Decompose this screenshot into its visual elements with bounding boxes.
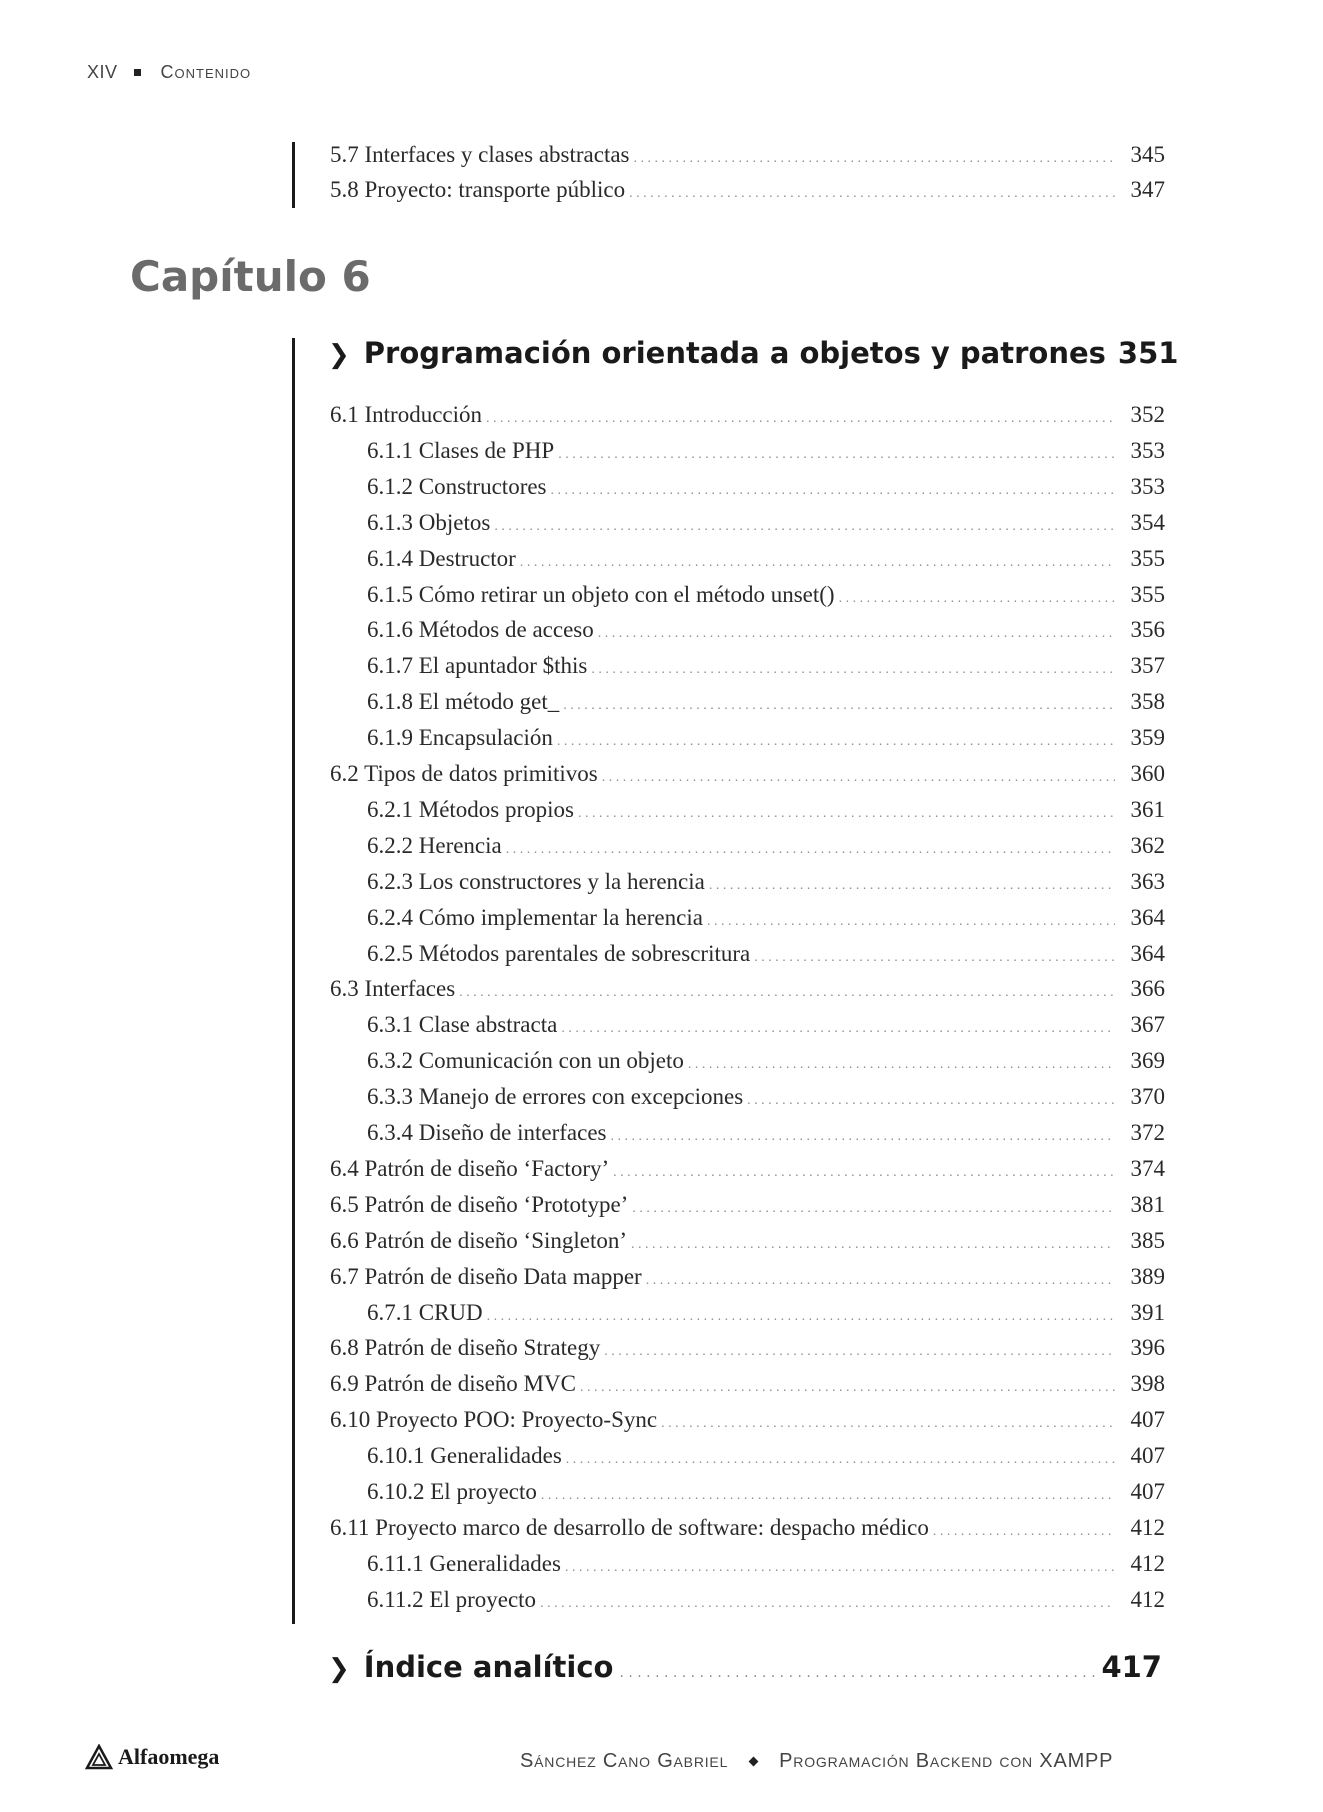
toc-entry-page: 385: [1130, 1227, 1165, 1253]
toc-entry-label: 6.1.3 Objetos: [367, 509, 491, 535]
toc-entry: [330, 1371, 1165, 1401]
publisher-logo: [85, 1744, 219, 1770]
toc-entry-page: 364: [1130, 904, 1165, 930]
dot-leader: [561, 1021, 1115, 1037]
author-name: Sánchez Cano Gabriel: [520, 1750, 729, 1772]
toc-entry-label: 6.1.8 El método get_: [367, 689, 560, 715]
running-footer: [0, 1744, 1323, 1784]
toc-entry-page: 355: [1130, 545, 1165, 571]
dot-leader: [709, 878, 1115, 894]
toc-entry-label: 6.7.1 CRUD: [367, 1299, 483, 1325]
square-bullet-icon: [134, 69, 141, 76]
toc-continuation-block: [292, 142, 1165, 208]
toc-entry-page: 398: [1130, 1371, 1165, 1397]
toc-subentry: [367, 653, 1165, 683]
toc-entry-label: 6.3 Interfaces: [330, 976, 456, 1002]
toc-subentry: [367, 689, 1165, 719]
dot-leader: [661, 1416, 1115, 1432]
diamond-bullet-icon: [749, 1757, 759, 1767]
toc-entry-page: 412: [1130, 1586, 1165, 1612]
toc-entry-page: 407: [1130, 1407, 1165, 1433]
toc-entry-page: 412: [1130, 1514, 1165, 1540]
toc-subentry: [367, 510, 1165, 540]
toc-chapter-block: [292, 338, 1165, 1624]
toc-subentry: [367, 905, 1165, 935]
toc-entry-label: 6.10 Proyecto POO: Proyecto-Sync: [330, 1407, 658, 1433]
dot-leader: [506, 842, 1115, 858]
toc-subentry: [367, 1479, 1165, 1509]
chapter-title: Capítulo 6: [130, 252, 371, 301]
toc-entry-page: 364: [1130, 940, 1165, 966]
dot-leader: [646, 1273, 1115, 1289]
toc-entry-page: 357: [1130, 653, 1165, 679]
dot-leader: [839, 591, 1115, 607]
dot-leader: [557, 734, 1115, 750]
toc-entry-label: 6.9 Patrón de diseño MVC: [330, 1371, 576, 1397]
toc-entry: [330, 177, 1165, 207]
toc-entry-page: 369: [1130, 1048, 1165, 1074]
toc-entry-label: 6.2.5 Métodos parentales de sobrescritura: [367, 940, 751, 966]
dot-leader: [578, 806, 1115, 822]
toc-entry-page: 360: [1130, 761, 1165, 786]
dot-leader: [598, 626, 1115, 642]
chevron-right-icon: ❯: [328, 340, 350, 370]
toc-entry-label: 6.10.2 El proyecto: [367, 1479, 537, 1504]
toc-entry-label: 6.2.3 Los constructores y la herencia: [367, 868, 705, 894]
toc-entry-label: 6.7 Patrón de diseño Data mapper: [330, 1263, 642, 1289]
toc-entry: [330, 1264, 1165, 1294]
dot-leader: [591, 662, 1115, 678]
toc-entry-label: 6.1 Introducción: [330, 402, 483, 427]
index-heading: [328, 1650, 1162, 1684]
toc-entry-page: 362: [1130, 832, 1165, 858]
toc-entry-label: 6.3.2 Comunicación con un objeto: [367, 1048, 684, 1074]
toc-entry-page: 345: [1130, 142, 1165, 167]
dot-leader: [459, 985, 1115, 1001]
toc-entry-label: 6.1.4 Destructor: [367, 545, 516, 571]
toc-entry-label: 6.5 Patrón de diseño ‘Prototype’: [330, 1191, 629, 1217]
dot-leader: [602, 770, 1115, 786]
page-number: XIV: [87, 62, 118, 82]
toc-entry-label: 6.4 Patrón de diseño ‘Factory’: [330, 1155, 610, 1181]
toc-entry-label: 6.11.1 Generalidades: [367, 1550, 561, 1576]
toc-entry-page: 355: [1130, 581, 1165, 607]
dot-leader: [566, 1452, 1115, 1468]
dot-leader: [604, 1344, 1115, 1360]
toc-entry: [330, 1156, 1165, 1186]
dot-leader: [631, 1237, 1115, 1253]
dot-leader: [632, 1201, 1115, 1217]
dot-leader: [541, 1488, 1115, 1504]
toc-entry-page: 354: [1130, 509, 1165, 535]
toc-entry: [330, 976, 1165, 1006]
toc-subentry: [367, 1084, 1165, 1114]
toc-entry-label: 5.8 Proyecto: transporte público: [330, 177, 626, 202]
dot-leader: [486, 411, 1115, 427]
toc-entry-label: 6.3.4 Diseño de interfaces: [367, 1120, 607, 1145]
toc-subentry: [367, 1120, 1165, 1150]
dot-leader: [707, 914, 1115, 930]
dot-leader: [933, 1524, 1115, 1540]
dot-leader: [551, 483, 1115, 499]
dot-leader: [613, 1165, 1115, 1181]
toc-entry-label: 6.2.1 Métodos propios: [367, 796, 574, 822]
toc-entry-page: 352: [1130, 402, 1165, 427]
toc-subentry: [367, 1551, 1165, 1581]
toc-entry: [330, 142, 1165, 172]
dot-leader: [619, 1665, 1095, 1681]
toc-entry-label: 6.11 Proyecto marco de desarrollo de software: despacho médico: [330, 1514, 929, 1540]
toc-entry: [330, 1515, 1165, 1545]
toc-entry-page: 363: [1130, 868, 1165, 894]
toc-entry-label: 6.2.4 Cómo implementar la herencia: [367, 904, 703, 930]
toc-entry-label: 6.2 Tipos de datos primitivos: [330, 761, 598, 786]
dot-leader: [611, 1129, 1115, 1145]
toc-entry-page: 367: [1130, 1012, 1165, 1038]
toc-entry: [330, 1407, 1165, 1437]
toc-entry-page: 407: [1130, 1479, 1165, 1504]
toc-entry-label: 6.1.7 El apuntador $this: [367, 653, 588, 679]
toc-entry: [330, 1335, 1165, 1365]
dot-leader: [520, 555, 1115, 571]
toc-subentry: [367, 582, 1165, 612]
toc-entry-page: 374: [1130, 1155, 1165, 1181]
toc-entry-label: 6.1.6 Métodos de acceso: [367, 617, 594, 643]
section-heading-label: Programación orientada a objetos y patrones: [363, 336, 1106, 370]
publisher-name: Alfaomega: [118, 1744, 220, 1769]
toc-subentry: [367, 438, 1165, 468]
toc-entry: [330, 1228, 1165, 1258]
running-header: [87, 62, 251, 83]
dot-leader: [754, 950, 1115, 966]
toc-entry-label: 6.1.1 Clases de PHP: [367, 437, 555, 463]
dot-leader: [558, 447, 1115, 463]
toc-subentry: [367, 797, 1165, 827]
toc-entry-page: 356: [1130, 617, 1165, 643]
dot-leader: [563, 698, 1115, 714]
chevron-right-icon: ❯: [328, 1654, 350, 1684]
toc-entry-page: 366: [1130, 976, 1165, 1002]
toc-entry-label: 5.7 Interfaces y clases abstractas: [330, 142, 630, 167]
dot-leader: [634, 151, 1116, 167]
toc-entry-page: 391: [1130, 1299, 1165, 1325]
toc-entry-page: 396: [1130, 1335, 1165, 1361]
toc-entry-page: 353: [1130, 437, 1165, 463]
toc-entry-label: 6.11.2 El proyecto: [367, 1586, 537, 1612]
footer-credits: [520, 1750, 1113, 1773]
toc-entry-label: 6.6 Patrón de diseño ‘Singleton’: [330, 1227, 628, 1253]
dot-leader: [688, 1057, 1115, 1073]
dot-leader: [487, 1309, 1115, 1325]
toc-entry-page: 353: [1130, 473, 1165, 499]
index-heading-page: 417: [1101, 1650, 1162, 1684]
toc-entry-label: 6.1.9 Encapsulación: [367, 725, 553, 751]
toc-entry-label: 6.3.3 Manejo de errores con excepciones: [367, 1084, 744, 1110]
toc-entry-page: 359: [1130, 725, 1165, 751]
toc-entry: [330, 761, 1165, 791]
toc-entry-label: 6.10.1 Generalidades: [367, 1443, 562, 1469]
dot-leader: [494, 519, 1115, 535]
dot-leader: [629, 186, 1115, 202]
dot-leader: [747, 1093, 1115, 1109]
alfaomega-logo-icon: [85, 1744, 113, 1770]
toc-entry-label: 6.1.2 Constructores: [367, 473, 547, 499]
toc-entry-page: 372: [1130, 1120, 1165, 1145]
toc-subentry: [367, 869, 1165, 899]
toc-subentry: [367, 941, 1165, 971]
toc-subentry: [367, 1300, 1165, 1330]
toc-subentry: [367, 833, 1165, 863]
toc-subentry: [367, 1587, 1165, 1617]
dot-leader: [540, 1596, 1115, 1612]
toc-subentry: [367, 1048, 1165, 1078]
toc-subentry: [367, 1012, 1165, 1042]
toc-entry-page: 412: [1130, 1550, 1165, 1576]
index-heading-label: Índice analítico: [363, 1650, 614, 1684]
dot-leader: [565, 1560, 1115, 1576]
header-section: Contenido: [160, 62, 252, 82]
toc-entry-page: 381: [1130, 1191, 1165, 1217]
section-heading-page: 351: [1117, 336, 1179, 370]
toc-entry-page: 347: [1130, 177, 1165, 202]
dot-leader: [580, 1380, 1115, 1396]
toc-entry-label: 6.1.5 Cómo retirar un objeto con el método unset(): [367, 581, 835, 607]
toc-entry-label: 6.2.2 Herencia: [367, 832, 502, 858]
toc-entry-label: 6.8 Patrón de diseño Strategy: [330, 1335, 601, 1361]
toc-entry-page: 361: [1130, 796, 1165, 822]
toc-entry-page: 370: [1130, 1084, 1165, 1110]
toc-entry-page: 389: [1130, 1263, 1165, 1289]
toc-subentry: [367, 474, 1165, 504]
toc-subentry: [367, 546, 1165, 576]
book-title: Programación Backend con XAMPP: [779, 1750, 1114, 1772]
toc-entry: [330, 1192, 1165, 1222]
toc-subentry: [367, 617, 1165, 647]
toc-entry-label: 6.3.1 Clase abstracta: [367, 1012, 558, 1038]
toc-entry-page: 358: [1130, 689, 1165, 715]
toc-entry: [330, 402, 1165, 432]
toc-entry-page: 407: [1130, 1443, 1165, 1469]
toc-subentry: [367, 1443, 1165, 1473]
toc-subentry: [367, 725, 1165, 755]
